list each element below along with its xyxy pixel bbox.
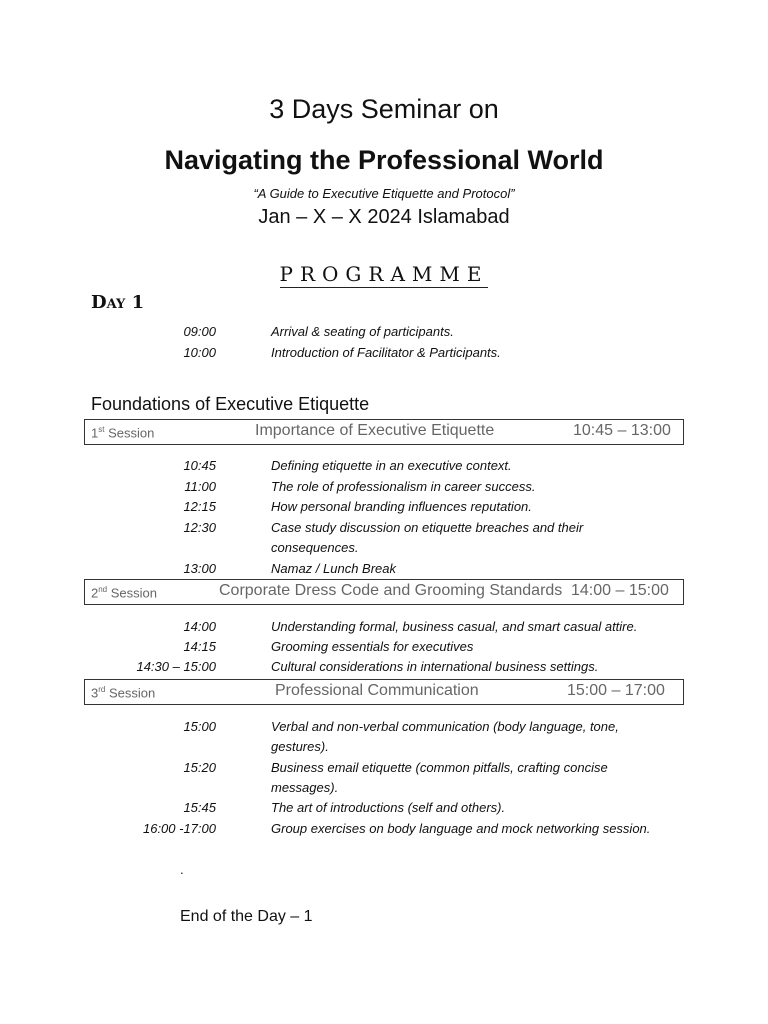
schedule-time: 09:00: [183, 324, 216, 339]
seminar-title: Navigating the Professional World: [164, 145, 604, 175]
seminar-dateline: Jan – X – X 2024 Islamabad: [258, 206, 510, 228]
schedule-desc: Introduction of Facilitator & Participants.: [271, 345, 501, 360]
seminar-subtitle: “A Guide to Executive Etiquette and Protocol”: [253, 186, 515, 201]
session-label: 3rd Session: [91, 685, 156, 701]
session-topic: Corporate Dress Code and Grooming Standards: [219, 582, 563, 599]
schedule-time: 16:00 -17:00: [142, 821, 216, 836]
session-3-header: [84, 679, 684, 705]
schedule-desc: Case study discussion on etiquette breaches and their consequences.: [271, 520, 584, 555]
session-2-header: [84, 579, 684, 605]
schedule-time: 14:00: [183, 619, 216, 634]
schedule-desc: Arrival & seating of participants.: [271, 324, 454, 339]
schedule-desc: The role of professionalism in career success.: [271, 479, 536, 494]
session-topic: Professional Communication: [275, 682, 479, 699]
schedule-time: 11:00: [184, 479, 216, 494]
schedule-time: 14:15: [183, 639, 216, 654]
session-time: 15:00 – 17:00: [567, 682, 665, 699]
schedule-desc: Defining etiquette in an executive context.: [271, 458, 512, 473]
schedule-desc: Understanding formal, business casual, and smart casual attire.: [271, 619, 638, 634]
schedule-desc: Group exercises on body language and mock networking session.: [271, 821, 651, 836]
session-label: 2nd Session: [91, 585, 158, 601]
schedule-time: 13:00: [183, 561, 216, 576]
schedule-desc: Grooming essentials for executives: [271, 639, 474, 654]
programme-heading: [0, 262, 768, 286]
section-heading: Foundations of Executive Etiquette: [91, 394, 370, 414]
schedule-desc: The art of introductions (self and others).: [271, 800, 506, 815]
session-topic: Importance of Executive Etiquette: [255, 422, 495, 439]
schedule-desc: Namaz / Lunch Break: [271, 561, 397, 576]
schedule-time: 12:30: [183, 520, 216, 535]
schedule-time: 15:20: [183, 760, 216, 775]
schedule-desc: How personal branding influences reputation.: [271, 499, 532, 514]
separator-dot: .: [180, 862, 184, 877]
session-time: 10:45 – 13:00: [573, 422, 671, 439]
session-1-header: [84, 419, 684, 445]
schedule-time: 10:45: [183, 458, 216, 473]
schedule-desc: Cultural considerations in international business settings.: [271, 659, 599, 674]
day-heading: Day 1: [91, 292, 145, 313]
schedule-time: 15:00: [183, 719, 216, 734]
schedule-desc: Verbal and non-verbal communication (body language, tone, gestures).: [271, 719, 619, 754]
schedule-time: 12:15: [183, 499, 216, 514]
session-label: 1st Session: [91, 425, 155, 441]
schedule-time: 15:45: [183, 800, 216, 815]
programme-label: PROGRAMME: [279, 262, 489, 286]
seminar-pretitle: 3 Days Seminar on: [269, 94, 499, 124]
schedule-time: 10:00: [183, 345, 216, 360]
schedule-desc: Business email etiquette (common pitfalls, crafting concise messages).: [271, 760, 608, 795]
schedule-time: 14:30 – 15:00: [136, 659, 216, 674]
end-of-day-text: End of the Day – 1: [180, 908, 313, 925]
session-time: 14:00 – 15:00: [571, 582, 669, 599]
